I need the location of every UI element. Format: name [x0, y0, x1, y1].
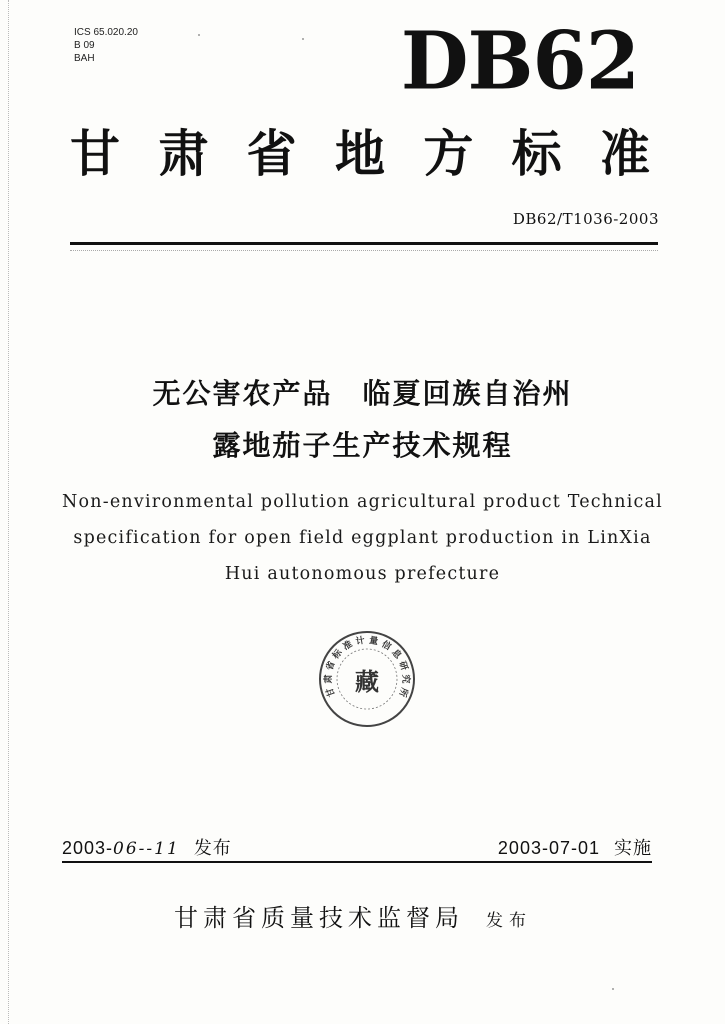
issue-date-printed: 2003-: [62, 838, 114, 858]
standard-type-char: 甘: [70, 125, 120, 183]
issuing-authority: [174, 898, 532, 933]
implement-date: [498, 834, 652, 860]
seal-ring-char: 量: [368, 635, 379, 648]
implement-date-value: 2003-07-01: [497, 838, 600, 858]
english-title-line-2: specification for open field eggplant production in LinXia: [73, 528, 652, 548]
standard-type-char: 省: [246, 125, 297, 183]
archive-seal-stamp: [316, 628, 418, 730]
ics-code: ICS 65.020.20: [74, 27, 138, 38]
chinese-title-line-1: [0, 372, 725, 412]
seal-ring-char: 信: [379, 639, 393, 653]
ccs-code: B 09: [74, 40, 95, 51]
filing-code: BAH: [74, 53, 95, 64]
standard-type-char: 准: [599, 125, 650, 183]
standard-logo: DB62: [400, 15, 639, 108]
standard-type-char: 方: [423, 125, 474, 183]
seal-ring-char: 究: [400, 674, 410, 684]
header-divider: [70, 242, 658, 245]
seal-ring-char: 息: [389, 647, 403, 662]
seal-ring-char: 标: [331, 647, 345, 662]
scan-speck: [612, 988, 614, 990]
date-underline: [62, 861, 652, 863]
implement-label: 实施: [614, 838, 652, 859]
issue-date-handwritten: 06--11: [113, 839, 180, 859]
seal-ring-char: 准: [341, 639, 355, 653]
standard-number: DB62/T1036-2003: [512, 210, 659, 228]
chinese-title-line-2: 露地茄子生产技术规程: [212, 429, 513, 462]
chinese-title-part-1: 无公害农产品: [152, 377, 333, 410]
header-dotted-divider: [70, 250, 658, 252]
date-row: [62, 830, 652, 860]
scan-edge-line: [8, 0, 11, 1024]
standard-type-char: 地: [334, 125, 385, 183]
seal-ring-char: 甘: [325, 686, 338, 698]
seal-ring-char: 研: [396, 660, 409, 672]
issue-label: 发布: [193, 838, 232, 859]
issuer-name: 甘肃省质量技术监督局: [174, 904, 464, 932]
seal-ring-char: 省: [325, 660, 338, 672]
scan-speck: [198, 34, 200, 36]
chinese-title-part-2: 临夏回族自治州: [362, 377, 573, 410]
issuer-action: 发布: [486, 911, 532, 931]
seal-ring-char: 所: [396, 686, 409, 698]
english-title-line-1: Non-environmental pollution agricultural product Technical: [62, 492, 663, 512]
scan-speck: [302, 38, 304, 40]
standard-type-char: 肃: [158, 125, 209, 183]
issue-date: [62, 834, 232, 860]
seal-ring-char: 计: [355, 635, 366, 648]
standard-type-title: [70, 124, 650, 184]
seal-center-char: 藏: [355, 667, 379, 696]
classification-codes: [74, 26, 138, 65]
seal-ring-char: 肃: [324, 674, 334, 684]
english-title-line-3: Hui autonomous prefecture: [224, 564, 501, 584]
standard-type-char: 标: [511, 125, 562, 183]
